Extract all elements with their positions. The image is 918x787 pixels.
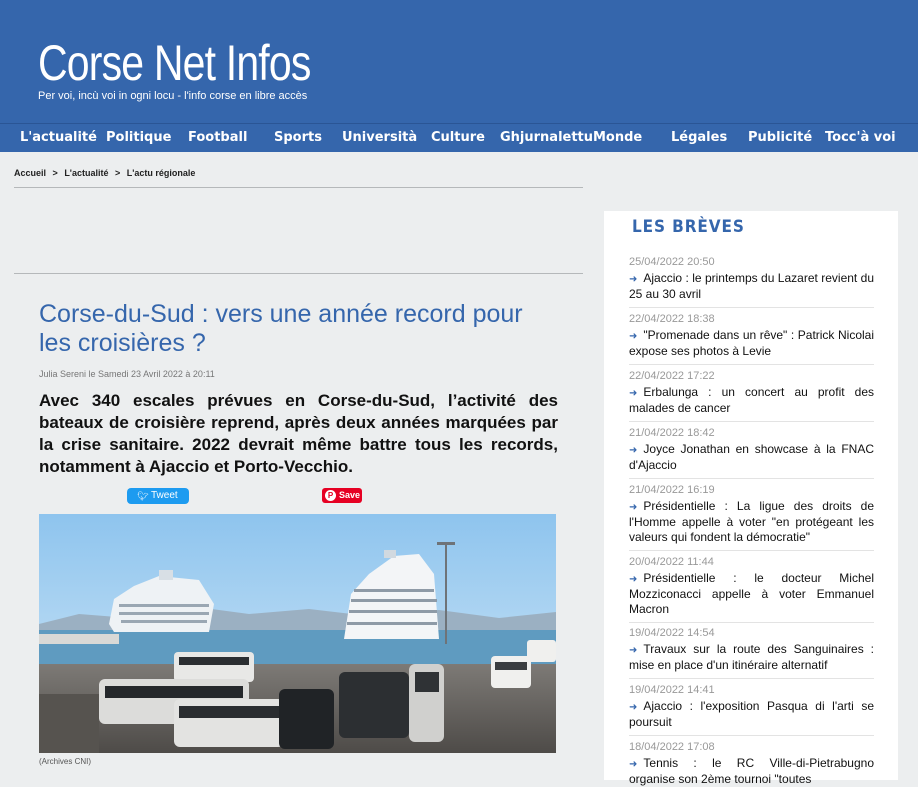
arrow-right-icon: ➜	[629, 502, 638, 513]
article-title: Corse-du-Sud : vers une année record pour les croisières ?	[39, 300, 523, 357]
nav-item-universita[interactable]: Università	[342, 130, 418, 145]
arrow-right-icon: ➜	[629, 445, 638, 456]
brief-item[interactable]	[629, 627, 874, 679]
arrow-right-icon: ➜	[629, 759, 638, 770]
brief-date: 18/04/2022 17:08	[629, 741, 715, 753]
brief-date: 21/04/2022 18:42	[629, 427, 715, 439]
breadcrumb-home[interactable]: Accueil	[14, 168, 47, 178]
nav-item-publicite[interactable]: Publicité	[748, 130, 813, 145]
brief-item[interactable]	[629, 370, 874, 422]
save-label: Save	[339, 490, 361, 500]
brief-item[interactable]	[629, 556, 874, 623]
brief-date: 22/04/2022 18:38	[629, 313, 715, 325]
brief-link[interactable]: Présidentielle : La ligue des droits de l'Homme appelle à voter "en protégeant les valeurs qui fondent la démocratie"	[629, 499, 874, 544]
pinterest-icon: P	[325, 490, 336, 501]
brief-link[interactable]: Travaux sur la route des Sanguinaires : mise en place d'un itinéraire alternatif	[629, 642, 874, 672]
brief-item[interactable]	[629, 684, 874, 736]
nav-item-ghjurnalettu[interactable]: Ghjurnalettu	[500, 130, 594, 145]
arrow-right-icon: ➜	[629, 645, 638, 656]
divider	[629, 735, 874, 736]
brief-link[interactable]: Erbalunga : un concert au profit des malades de cancer	[629, 385, 874, 415]
brief-item[interactable]	[629, 427, 874, 479]
twitter-bird-icon: 🐦︎	[137, 491, 149, 501]
photo-caption: (Archives CNI)	[39, 757, 92, 766]
divider	[629, 421, 874, 422]
brief-date: 25/04/2022 20:50	[629, 256, 715, 268]
brief-link[interactable]: "Promenade dans un rêve" : Patrick Nicolai expose ses photos à Levie	[629, 328, 874, 358]
breadcrumb-actualite[interactable]: L'actualité	[64, 168, 109, 178]
brief-date: 20/04/2022 11:44	[629, 556, 714, 568]
divider	[629, 478, 874, 479]
divider	[629, 622, 874, 623]
briefs-title: LES BRÈVES	[632, 217, 745, 237]
arrow-right-icon: ➜	[629, 274, 638, 285]
brief-item[interactable]	[629, 484, 874, 551]
brief-link[interactable]: Présidentielle : le docteur Michel Mozziconacci appelle à voter Emmanuel Macron	[629, 571, 874, 616]
breadcrumb-actu-regionale[interactable]: L'actu régionale	[126, 168, 196, 178]
article-photo	[39, 514, 556, 753]
divider	[629, 307, 874, 308]
brief-date: 21/04/2022 16:19	[629, 484, 715, 496]
nav-item-tocca-voi[interactable]: Tocc'à voi	[825, 130, 896, 145]
brief-link[interactable]: Joyce Jonathan en showcase à la FNAC d'Ajaccio	[629, 442, 874, 472]
main-nav	[0, 123, 918, 152]
brief-date: 19/04/2022 14:41	[629, 684, 715, 696]
tweet-label: Tweet	[151, 490, 178, 501]
divider	[629, 550, 874, 551]
nav-item-actualite[interactable]: L'actualité	[20, 130, 97, 145]
site-header	[0, 0, 918, 123]
arrow-right-icon: ➜	[629, 574, 638, 585]
site-tagline: Per voi, incù voi in ogni locu - l'info corse en libre accès	[38, 90, 308, 102]
nav-item-sports[interactable]: Sports	[274, 130, 322, 145]
brief-date: 19/04/2022 14:54	[629, 627, 715, 639]
nav-item-monde[interactable]: Monde	[593, 130, 643, 145]
divider	[629, 678, 874, 679]
pinterest-save-button[interactable]	[322, 488, 362, 503]
nav-item-culture[interactable]: Culture	[431, 130, 485, 145]
nav-item-politique[interactable]: Politique	[106, 130, 172, 145]
arrow-right-icon: ➜	[629, 702, 638, 713]
brief-link[interactable]: Tennis : le RC Ville-di-Pietrabugno organise son 2ème tournoi "toutes	[629, 756, 874, 786]
breadcrumb-separator: >	[52, 168, 58, 178]
tweet-button[interactable]	[127, 488, 189, 504]
nav-item-legales[interactable]: Légales	[671, 130, 728, 145]
brief-item[interactable]	[629, 256, 874, 308]
divider	[14, 187, 583, 188]
brief-date: 22/04/2022 17:22	[629, 370, 715, 382]
nav-item-football[interactable]: Football	[188, 130, 248, 145]
divider	[14, 273, 583, 274]
breadcrumb-separator: >	[114, 168, 121, 178]
arrow-right-icon: ➜	[629, 388, 638, 399]
brief-item[interactable]	[629, 741, 874, 787]
divider	[629, 364, 874, 365]
article-byline: Julia Sereni le Samedi 23 Avril 2022 à 20:11	[39, 369, 215, 379]
brief-link[interactable]: Ajaccio : l'exposition Pasqua di l'arti se poursuit	[629, 699, 874, 729]
arrow-right-icon: ➜	[629, 331, 638, 342]
briefs-sidebar	[604, 211, 898, 786]
breadcrumb	[14, 168, 199, 178]
brief-link[interactable]: Ajaccio : le printemps du Lazaret revient du 25 au 30 avril	[629, 271, 874, 301]
article-lead: Avec 340 escales prévues en Corse-du-Sud, l’activité des bateaux de croisière reprend, après deux années marquées par la crise sanitaire. 2022 devrait même battre tous les records, notamment à Ajaccio et Porto-Vecchio.	[39, 391, 558, 476]
site-logo[interactable]: Corse Net Infos	[38, 35, 311, 91]
brief-item[interactable]	[629, 313, 874, 365]
